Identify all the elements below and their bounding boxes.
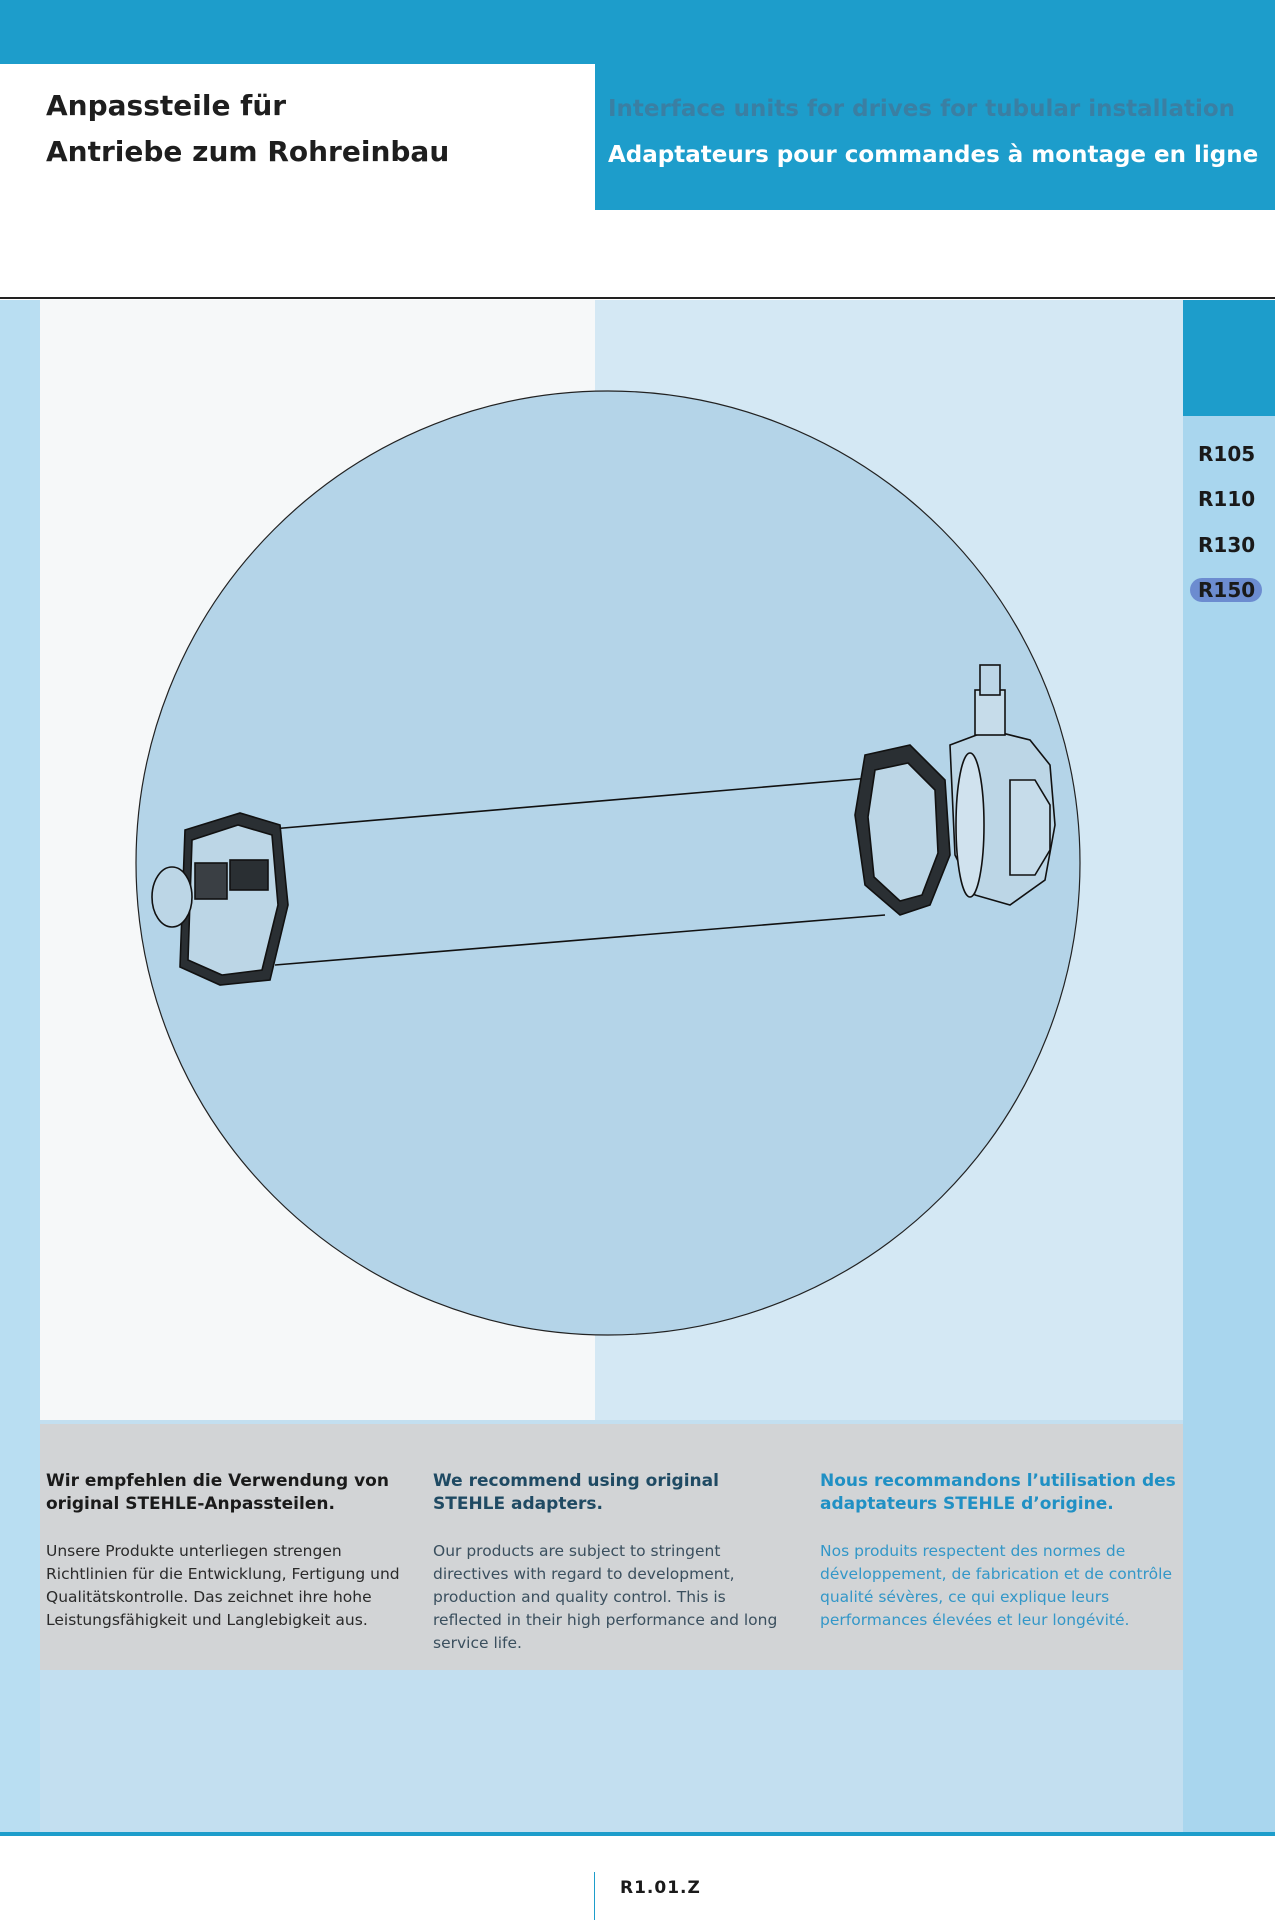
model-link-r130[interactable]: R130	[1198, 533, 1256, 557]
recommendation-heading-de: Wir empfehlen die Verwendung von original STEHLE-Anpassteilen.	[46, 1471, 389, 1514]
recommendation-body-fr: Nos produits respectent des normes de développement, de fabrication et de contrôle qualité sévères, ce qui explique leurs performances élevées et leur longévité.	[820, 1542, 1172, 1629]
model-sidebar-header	[1183, 300, 1275, 416]
model-link-r105[interactable]: R105	[1198, 442, 1256, 466]
header-top-band	[0, 0, 1275, 64]
page-code: R1.01.Z	[620, 1878, 701, 1898]
title-fr: Adaptateurs pour commandes à montage en ligne	[608, 142, 1259, 168]
recommendation-heading-fr: Nous recommandons l’utilisation des adaptateurs STEHLE d’origine.	[820, 1471, 1176, 1514]
bottom-rule	[0, 1832, 1275, 1836]
top-rule	[0, 297, 1275, 299]
model-link-r150[interactable]: R150	[1198, 578, 1256, 602]
title-de-line1: Anpassteile für	[46, 89, 287, 122]
recommendation-heading-en: We recommend using original STEHLE adapters.	[433, 1471, 719, 1514]
header-title-panel	[595, 64, 1275, 210]
model-sidebar	[1183, 300, 1275, 1832]
title-de-line2: Antriebe zum Rohreinbau	[46, 135, 450, 168]
recommendation-body-en: Our products are subject to stringent directives with regard to development, production and quality control. This is reflected in their high performance and long service life.	[433, 1542, 778, 1652]
title-en: Interface units for drives for tubular installation	[608, 96, 1236, 122]
footer-separator	[594, 1872, 595, 1920]
model-link-r110[interactable]: R110	[1198, 487, 1256, 511]
recommendation-body-de: Unsere Produkte unterliegen strengen Richtlinien für die Entwicklung, Fertigung und Qualitätskontrolle. Das zeichnet ihre hohe Leistungsfähigkeit und Langlebigkeit aus.	[46, 1542, 400, 1629]
left-stripe	[0, 300, 40, 1832]
tube-adapter-illustration	[130, 385, 1090, 1345]
